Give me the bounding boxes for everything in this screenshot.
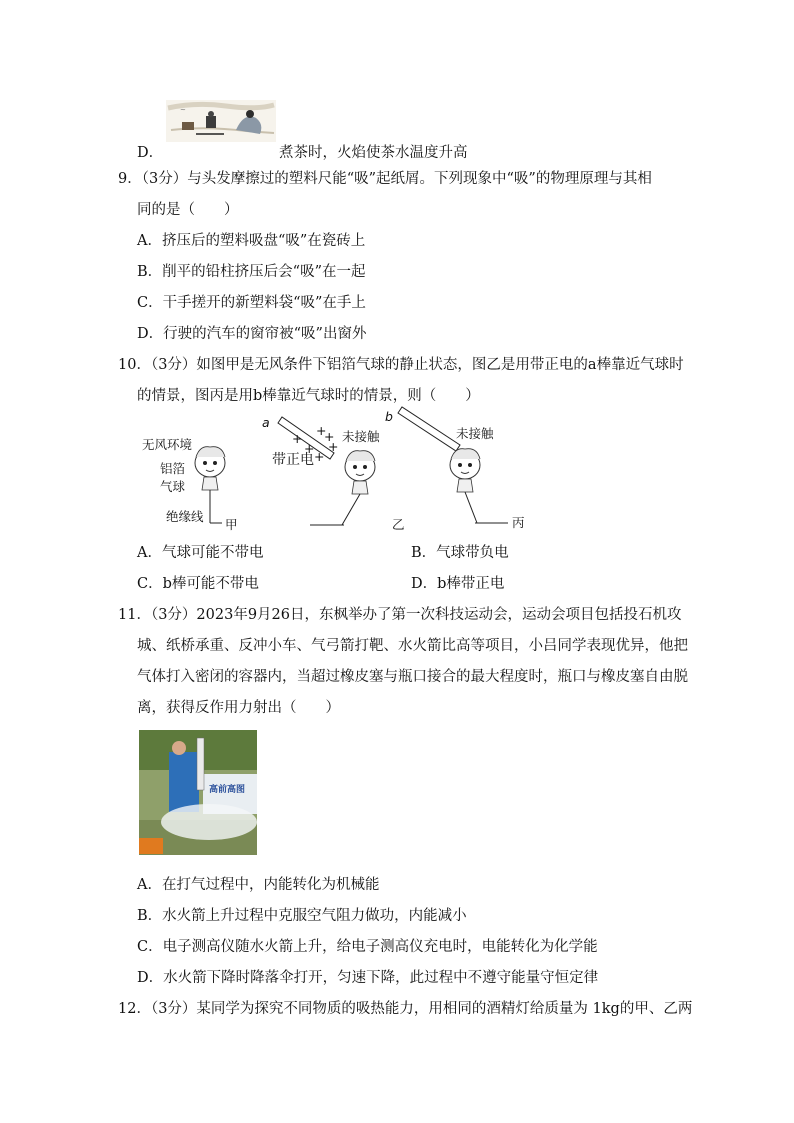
q11-option-b: B．水火箭上升过程中克服空气阻力做功，内能减小	[137, 908, 467, 924]
rod-b	[398, 407, 460, 451]
q10-option-d: D．b棒带正电	[411, 576, 505, 592]
plus-1: +	[292, 431, 303, 446]
q8-option-d-text: 煮茶时，火焰使茶水温度升高	[279, 145, 468, 161]
tea-brewing-illustration	[166, 100, 276, 142]
q9-option-b: B．削平的铅柱挤压后会“吸”在一起	[137, 264, 366, 280]
water-rocket-photo	[139, 730, 257, 855]
plus-6: +	[314, 449, 325, 464]
q11-option-c: C．电子测高仪随水火箭上升，给电子测高仪充电时，电能转化为化学能	[137, 939, 598, 955]
q11-option-a: A．在打气过程中，内能转化为机械能	[137, 877, 380, 893]
q12-stem-line1: 12．（3分）某同学为探究不同物质的吸热能力，用相同的酒精灯给质量为 1kg的甲、乙两	[118, 1001, 693, 1017]
q10-option-c: C．b棒可能不带电	[137, 576, 259, 592]
q9-stem-line1: 9．（3分）与头发摩擦过的塑料尺能“吸”起纸屑。下列现象中“吸”的物理原理与其相	[118, 171, 652, 187]
q9-stem-line2: 同的是（ ）	[137, 202, 239, 218]
q11-stem-line2: 城、纸桥承重、反冲小车、气弓箭打靶、水火箭比高等项目，小吕同学表现优异，他把	[137, 638, 688, 654]
q11-stem-line4: 离，获得反作用力射出（ ）	[137, 700, 340, 716]
label-windless: 无风环境	[142, 437, 193, 452]
label-untouched-2: 未接触	[456, 426, 494, 441]
q9-option-d: D．行驶的汽车的窗帘被“吸”出窗外	[137, 326, 367, 342]
q11-stem-line3: 气体打入密闭的容器内，当超过橡皮塞与瓶口接合的最大程度时，瓶口与橡皮塞自由脱	[137, 669, 688, 685]
plus-2: +	[316, 423, 327, 438]
q11-option-d: D．水火箭下降时降落伞打开，匀速下降，此过程中不遵守能量守恒定律	[137, 970, 599, 986]
label-foil: 铝箔	[160, 461, 186, 476]
balloon-figure	[130, 405, 550, 535]
label-b: b	[385, 409, 393, 424]
balloon-bing	[450, 449, 508, 523]
plus-3: +	[324, 429, 335, 444]
label-a: a	[262, 415, 270, 430]
plus-5: +	[328, 439, 339, 454]
label-balloon: 气球	[160, 479, 186, 494]
photo-banner-text: 高前高图	[209, 785, 246, 795]
q9-option-c: C．干手搓开的新塑料袋“吸”在手上	[137, 295, 366, 311]
q10-option-a: A．气球可能不带电	[137, 545, 264, 561]
label-jia: 甲	[225, 517, 238, 532]
label-positive: 带正电	[272, 452, 314, 468]
plus-4: +	[304, 441, 315, 456]
q10-option-b: B．气球带负电	[411, 545, 509, 561]
label-bing: 丙	[512, 515, 525, 530]
label-yi: 乙	[392, 517, 405, 532]
label-thread: 绝缘线	[166, 509, 204, 524]
q11-stem-line1: 11．（3分）2023年9月26日，东枫举办了第一次科技运动会，运动会项目包括投石机攻	[118, 607, 682, 623]
label-untouched-1: 未接触	[342, 429, 380, 444]
q8-option-d-letter: D．	[137, 145, 164, 161]
svg-text:~: ~	[180, 106, 186, 114]
q10-stem-line1: 10．（3分）如图甲是无风条件下铝箔气球的静止状态，图乙是用带正电的a棒靠近气球时	[118, 357, 684, 373]
q9-option-a: A．挤压后的塑料吸盘“吸”在瓷砖上	[137, 233, 366, 249]
q10-stem-line2: 的情景，图丙是用b棒靠近气球时的情景，则（ ）	[137, 388, 480, 404]
